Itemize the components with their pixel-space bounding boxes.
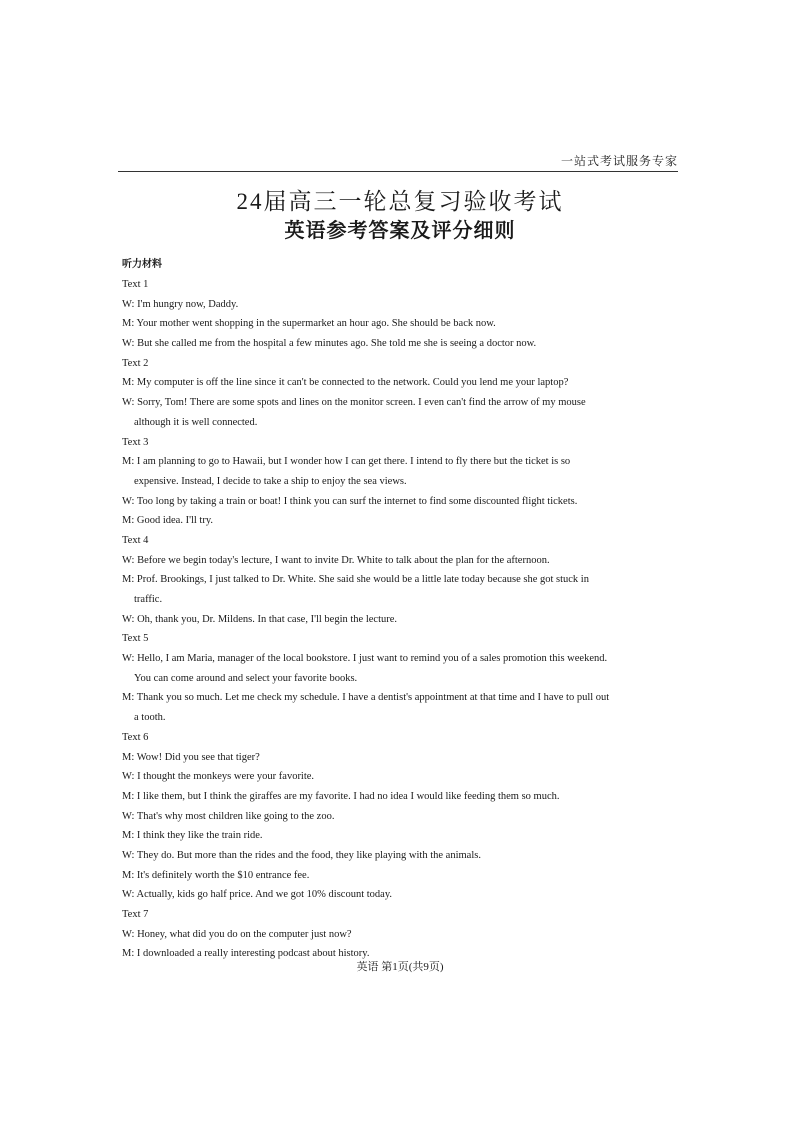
text-heading: Text 3 xyxy=(122,436,149,448)
page-subtitle: 英语参考答案及评分细则 xyxy=(284,218,516,242)
transcript-line: W: Sorry, Tom! There are some spots and lines on the monitor screen. I even can't find the arrow of my mouse xyxy=(122,397,586,409)
section-title: 听力材料 xyxy=(122,259,162,270)
transcript-line: W: Too long by taking a train or boat! I think you can surf the internet to find some discounted flight tickets. xyxy=(122,495,578,507)
transcript-line: W: Hello, I am Maria, manager of the local bookstore. I just want to remind you of a sales promotion this weekend. xyxy=(122,653,608,665)
page-title: 24届高三一轮总复习验收考试 xyxy=(236,189,564,214)
transcript-line: W: That's why most children like going to the zoo. xyxy=(122,810,335,822)
text-heading: Text 4 xyxy=(122,534,149,546)
transcript-line: M: Your mother went shopping in the supermarket an hour ago. She should be back now. xyxy=(122,318,496,330)
transcript-line: W: Honey, what did you do on the computer just now? xyxy=(122,928,352,940)
transcript-line: W: Before we begin today's lecture, I want to invite Dr. White to talk about the plan for the afternoon. xyxy=(122,554,550,566)
transcript-line: M: It's definitely worth the $10 entrance fee. xyxy=(122,869,310,881)
transcript-line: W: They do. But more than the rides and the food, they like playing with the animals. xyxy=(122,849,481,861)
transcript-line: M: Wow! Did you see that tiger? xyxy=(122,751,260,763)
transcript-line: traffic. xyxy=(134,594,163,605)
transcript-line: You can come around and select your favorite books. xyxy=(134,672,358,684)
text-heading: Text 6 xyxy=(122,731,149,743)
transcript-line: M: I think they like the train ride. xyxy=(122,830,263,842)
page-footer: 英语 第1页(共9页) xyxy=(356,961,444,973)
transcript-line: W: Oh, thank you, Dr. Mildens. In that case, I'll begin the lecture. xyxy=(122,613,398,625)
transcript-line: M: I downloaded a really interesting podcast about history. xyxy=(122,948,370,960)
header-rule xyxy=(118,171,678,172)
transcript-line: a tooth. xyxy=(134,712,166,724)
transcript-line: W: Actually, kids go half price. And we got 10% discount today. xyxy=(122,889,393,901)
transcript xyxy=(122,275,678,964)
transcript-line: M: Thank you so much. Let me check my schedule. I have a dentist's appointment at that time and I have to pull out xyxy=(122,692,610,704)
transcript-line: M: My computer is off the line since it can't be connected to the network. Could you lend me your laptop? xyxy=(122,377,569,389)
text-heading: Text 5 xyxy=(122,633,149,645)
transcript-line: M: Good idea. I'll try. xyxy=(122,515,214,527)
header-tagline: 一站式考试服务专家 xyxy=(560,154,678,168)
transcript-line: M: I like them, but I think the giraffes are my favorite. I had no idea I would like feeding them so much. xyxy=(122,790,560,802)
text-heading: Text 7 xyxy=(122,909,149,920)
transcript-line: expensive. Instead, I decide to take a ship to enjoy the sea views. xyxy=(134,475,407,487)
transcript-line: W: I'm hungry now, Daddy. xyxy=(122,298,239,310)
transcript-line: although it is well connected. xyxy=(134,416,258,428)
transcript-line: W: I thought the monkeys were your favorite. xyxy=(122,771,315,783)
transcript-line: M: I am planning to go to Hawaii, but I wonder how I can get there. I intend to fly there but the ticket is so xyxy=(122,456,571,468)
transcript-line: M: Prof. Brookings, I just talked to Dr. White. She said she would be a little late today because she got stuck in xyxy=(122,574,589,586)
transcript-line: W: But she called me from the hospital a few minutes ago. She told me she is seeing a doctor now. xyxy=(122,338,537,350)
document-body xyxy=(122,254,678,964)
text-heading: Text 1 xyxy=(122,279,149,290)
text-heading: Text 2 xyxy=(122,357,149,369)
